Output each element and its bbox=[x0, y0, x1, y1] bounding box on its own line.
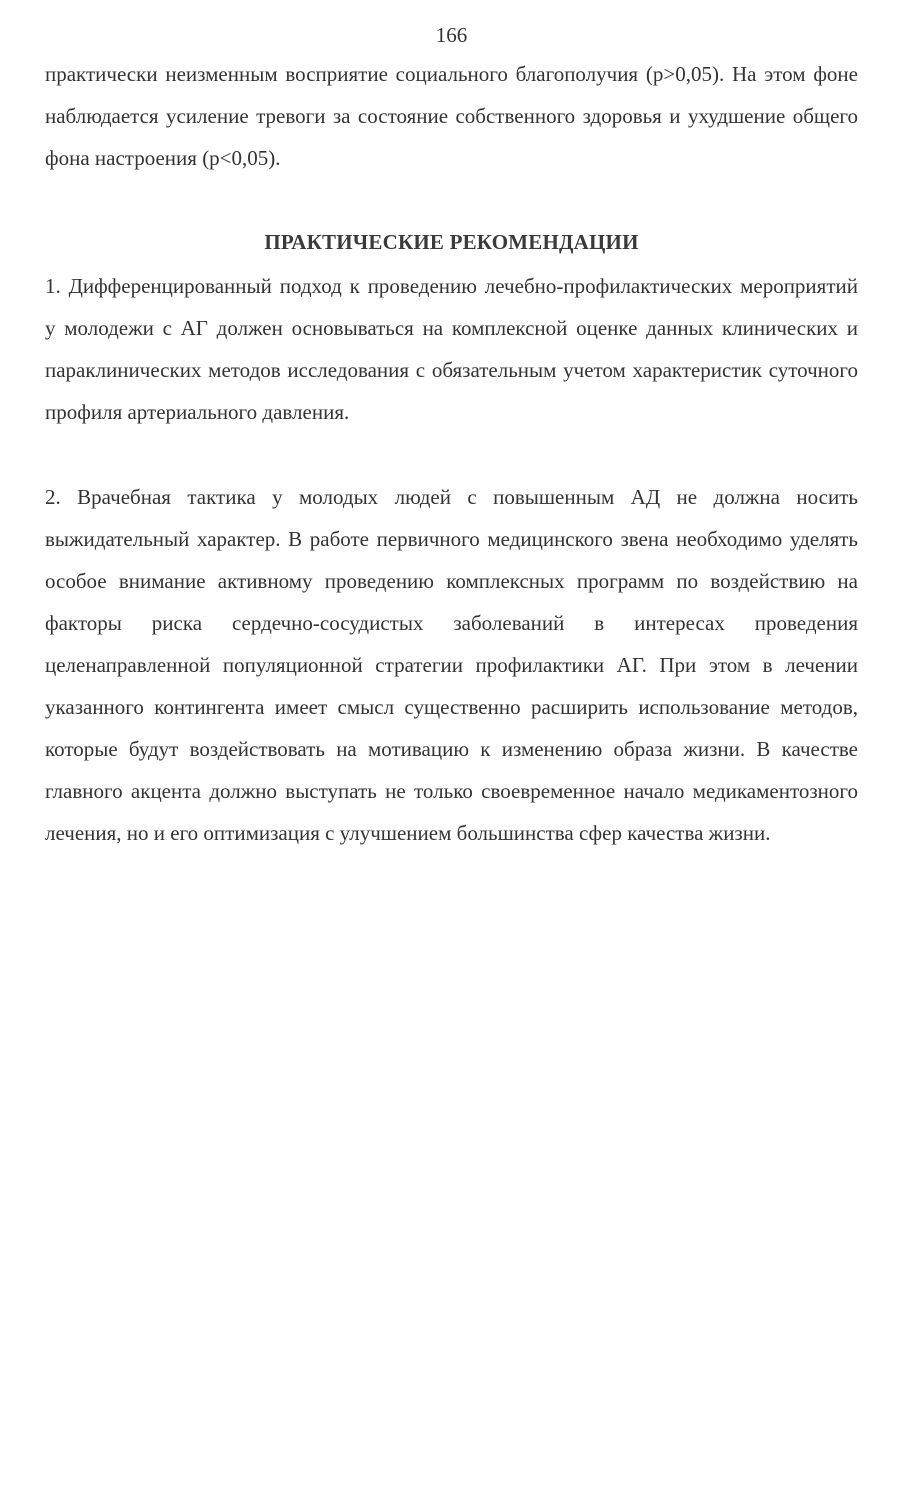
recommendation-item-2: 2. Врачебная тактика у молодых людей с повышенным АД не должна носить выжидательный характер. В работе первичного медицинского звена необходимо уделять особое внимание активному проведению комплексных программ по воздействию на факторы риска сердечно-сосудистых заболеваний в интересах проведения целенаправленной популяционной стратегии профилактики АГ. При этом в лечении указанного контингента имеет смысл существенно расширить использование методов, которые будут воздействовать на мотивацию к изменению образа жизни. В качестве главного акцента должно выступать не только своевременное начало медикаментозного лечения, но и его оптимизация с улучшением большинства сфер качества жизни. bbox=[45, 485, 858, 845]
intro-paragraph: практически неизменным восприятие социального благополучия (p>0,05). На этом фоне наблюдается усиление тревоги за состояние собственного здоровья и ухудшение общего фона настроения (p<0,05). bbox=[45, 62, 858, 170]
page-number: 166 bbox=[435, 23, 468, 47]
section-heading: ПРАКТИЧЕСКИЕ РЕКОМЕНДАЦИИ bbox=[264, 230, 639, 254]
recommendation-item-1: 1. Дифференцированный подход к проведению лечебно-профилактических мероприятий у молодежи с АГ должен основываться на комплексной оценке данных клинических и параклинических методов исследования с обязательным учетом характеристик суточного профиля артериального давления. bbox=[45, 274, 858, 424]
